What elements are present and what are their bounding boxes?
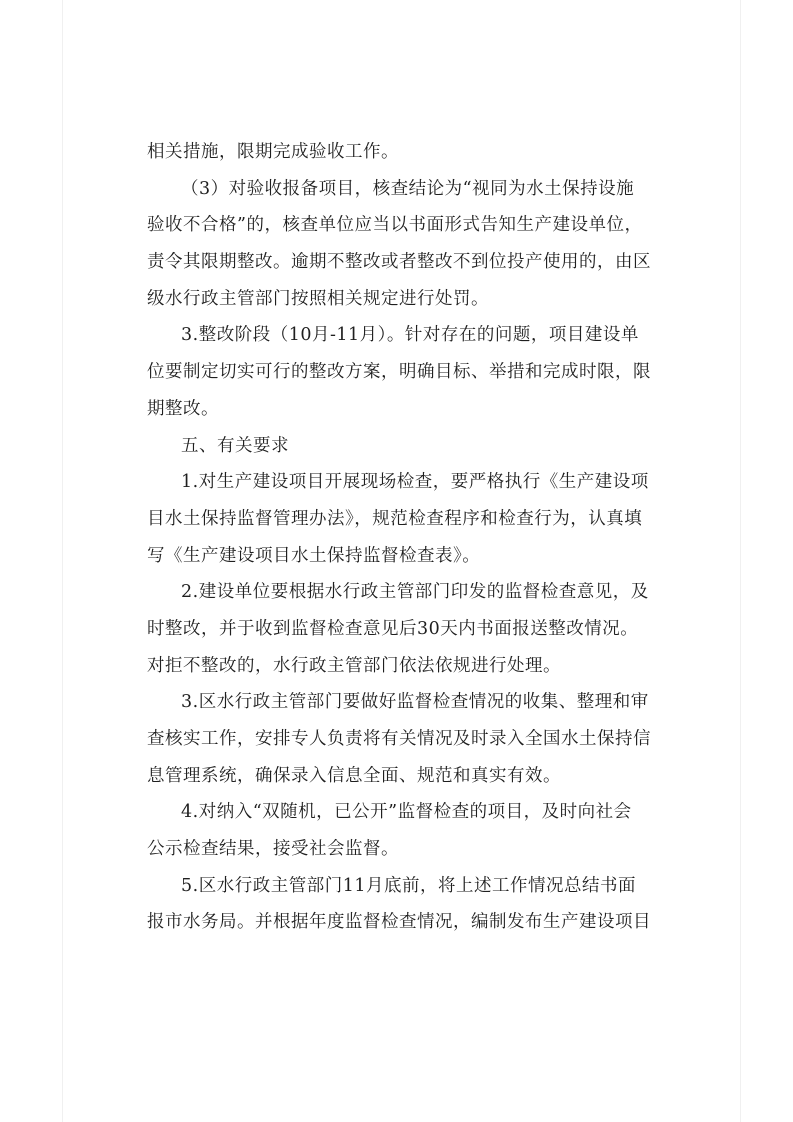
text-line: 时整改，并于收到监督检查意见后30天内书面报送整改情况。 bbox=[147, 618, 639, 639]
paragraph-line: 2.建设单位要根据水行政主管部门印发的监督检查意见，及 bbox=[181, 582, 649, 603]
text-line: 息管理系统，确保录入信息全面、规范和真实有效。 bbox=[147, 765, 561, 786]
text-line: 位要制定切实可行的整改方案，明确目标、举措和完成时限，限 bbox=[147, 362, 651, 383]
text-line: 责令其限期整改。逾期不整改或者整改不到位投产使用的，由区 bbox=[147, 252, 651, 273]
text-line: 写《生产建设项目水土保持监督检查表》。 bbox=[147, 545, 481, 566]
paragraph-line: 4.对纳入“双随机，已公开”监督检查的项目，及时向社会 bbox=[181, 802, 632, 823]
text-line: 对拒不整改的，水行政主管部门依法依规进行处理。 bbox=[147, 655, 561, 676]
paragraph-line: 3.整改阶段（10月-11月）。针对存在的问题，项目建设单 bbox=[181, 325, 639, 346]
page-right-edge bbox=[740, 0, 741, 1122]
text-line: 目水土保持监督管理办法》，规范检查程序和检查行为，认真填 bbox=[147, 508, 643, 529]
paragraph-line: 3.区水行政主管部门要做好监督检查情况的收集、整理和审 bbox=[181, 692, 649, 713]
text-line: 查核实工作，安排专人负责将有关情况及时录入全国水土保持信 bbox=[147, 729, 651, 749]
text-line: 报市水务局。并根据年度监督检查情况，编制发布生产建设项目 bbox=[147, 912, 651, 933]
text-line: 公示检查结果，接受社会监督。 bbox=[147, 839, 399, 860]
document-body bbox=[147, 134, 667, 941]
paragraph-line: （3）对验收报备项目，核查结论为“视同为水土保持设施 bbox=[181, 178, 635, 199]
section-heading: 五、有关要求 bbox=[181, 435, 289, 456]
text-line: 验收不合格”的，核查单位应当以书面形式告知生产建设单位， bbox=[147, 215, 643, 236]
text-line: 相关措施，限期完成验收工作。 bbox=[147, 142, 399, 162]
text-line: 期整改。 bbox=[147, 398, 219, 419]
page-left-edge bbox=[62, 0, 63, 1122]
paragraph-line: 1.对生产建设项目开展现场检查，要严格执行《生产建设项 bbox=[181, 472, 649, 493]
text-line: 级水行政主管部门按照相关规定进行处罚。 bbox=[147, 288, 489, 309]
paragraph-line: 5.区水行政主管部门11月底前，将上述工作情况总结书面 bbox=[181, 875, 636, 896]
